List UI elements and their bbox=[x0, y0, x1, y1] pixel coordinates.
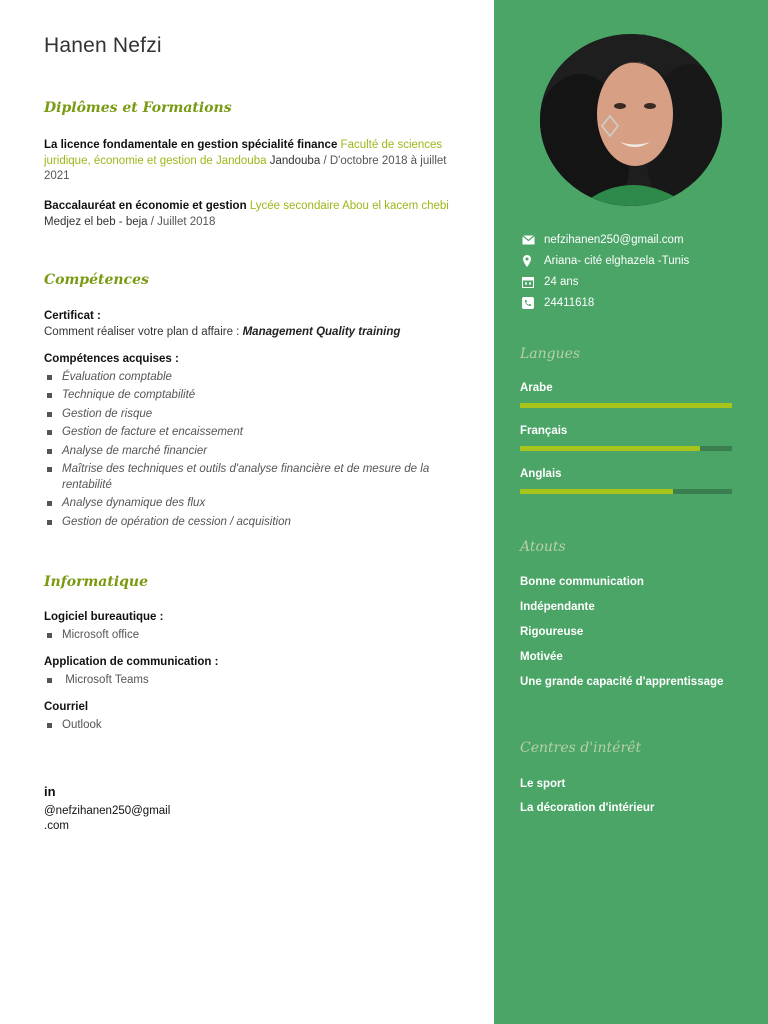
certificate-text bbox=[44, 325, 464, 341]
linkedin-icon[interactable]: in bbox=[44, 784, 56, 799]
school: Lycée secondaire Abou el kacem chebi bbox=[249, 200, 449, 212]
list-item: Analyse de marché financier bbox=[44, 444, 464, 460]
acquired-skills-label: Compétences acquises : bbox=[44, 353, 179, 365]
linkedin-handle[interactable]: @nefzihanen250@gmail bbox=[44, 804, 171, 817]
languages-title: Langues bbox=[520, 346, 581, 362]
interests-title: Centres d'intérêt bbox=[520, 740, 642, 756]
candidate-name: Hanen Nefzi bbox=[44, 34, 162, 57]
dates: Juillet 2018 bbox=[157, 215, 216, 228]
linkedin-block bbox=[44, 784, 194, 835]
list-item: Rigoureuse bbox=[520, 626, 584, 638]
linkedin-handle-cont[interactable]: .com bbox=[44, 820, 69, 832]
language-bar-fill bbox=[520, 489, 673, 494]
separator: / bbox=[323, 154, 327, 167]
language-item bbox=[520, 382, 732, 408]
comm-label: Application de communication : bbox=[44, 656, 219, 668]
list-item: Technique de comptabilité bbox=[44, 388, 464, 404]
list-item: Maîtrise des techniques et outils d'analyse financière et de mesure de la rentabilité bbox=[44, 462, 464, 493]
language-bar-fill bbox=[520, 403, 732, 408]
list-item: Gestion de opération de cession / acquisition bbox=[44, 515, 464, 531]
avatar bbox=[540, 34, 722, 206]
education-item bbox=[44, 199, 454, 230]
language-name: Anglais bbox=[520, 468, 562, 480]
contact-email[interactable] bbox=[522, 229, 752, 250]
portrait-image bbox=[540, 34, 722, 206]
contact-address bbox=[522, 250, 752, 271]
mail-label: Courriel bbox=[44, 701, 89, 713]
list-item: Microsoft office bbox=[44, 628, 464, 644]
interests-list bbox=[520, 778, 750, 814]
map-pin-icon bbox=[522, 255, 544, 267]
language-name: Arabe bbox=[520, 382, 553, 394]
list-item: Bonne communication bbox=[520, 576, 644, 588]
language-bar-fill bbox=[520, 446, 700, 451]
assets-title: Atouts bbox=[520, 539, 566, 555]
education-title: Diplômes et Formations bbox=[44, 100, 232, 116]
location: Jandouba bbox=[269, 154, 321, 167]
office-label: Logiciel bureautique : bbox=[44, 611, 164, 623]
assets-list bbox=[520, 576, 750, 688]
email-text[interactable]: nefzihanen250@gmail.com bbox=[544, 233, 684, 246]
skills-list bbox=[44, 370, 464, 531]
degree: La licence fondamentale en gestion spécialité finance bbox=[44, 139, 338, 151]
contact-age bbox=[522, 271, 752, 292]
address-text: Ariana- cité elghazela -Tunis bbox=[544, 254, 690, 267]
contact-list bbox=[522, 229, 752, 313]
list-item: Indépendante bbox=[520, 601, 595, 613]
language-bar bbox=[520, 446, 732, 451]
list-item: Microsoft Teams bbox=[44, 673, 464, 689]
language-item bbox=[520, 425, 732, 451]
list-item: Gestion de risque bbox=[44, 407, 464, 423]
envelope-icon bbox=[522, 235, 544, 245]
certificate-desc: Comment réaliser votre plan d affaire : bbox=[44, 325, 240, 338]
age-text: 24 ans bbox=[544, 275, 579, 288]
location: Medjez el beb - beja bbox=[44, 215, 148, 228]
phone-text[interactable]: 24411618 bbox=[544, 296, 595, 309]
mail-list bbox=[44, 718, 464, 734]
comm-list bbox=[44, 673, 464, 689]
certificate-label: Certificat : bbox=[44, 310, 101, 322]
list-item: Motivée bbox=[520, 651, 563, 663]
certificate-name: Management Quality training bbox=[242, 325, 401, 338]
language-bar bbox=[520, 489, 732, 494]
dates: D'octobre 2018 à juillet 2021 bbox=[44, 154, 447, 182]
contact-phone[interactable] bbox=[522, 292, 752, 313]
education-item bbox=[44, 138, 454, 185]
skills-title: Compétences bbox=[44, 272, 149, 288]
phone-icon bbox=[522, 297, 544, 309]
language-bar bbox=[520, 403, 732, 408]
calendar-icon bbox=[522, 276, 544, 288]
language-item bbox=[520, 468, 732, 494]
separator: / bbox=[150, 215, 154, 228]
it-title: Informatique bbox=[44, 574, 149, 590]
it-block bbox=[44, 610, 464, 736]
list-item: Une grande capacité d'apprentissage bbox=[520, 676, 724, 688]
list-item: La décoration d'intérieur bbox=[520, 802, 655, 814]
school: Faculté de sciences juridique, économie et gestion de Jandouba bbox=[44, 139, 443, 167]
office-list bbox=[44, 628, 464, 644]
degree: Baccalauréat en économie et gestion bbox=[44, 200, 247, 212]
list-item: Le sport bbox=[520, 778, 566, 790]
list-item: Analyse dynamique des flux bbox=[44, 496, 464, 512]
skills-block bbox=[44, 309, 464, 533]
list-item: Gestion de facture et encaissement bbox=[44, 425, 464, 441]
language-name: Français bbox=[520, 425, 568, 437]
list-item: Évaluation comptable bbox=[44, 370, 464, 386]
list-item: Outlook bbox=[44, 718, 464, 734]
